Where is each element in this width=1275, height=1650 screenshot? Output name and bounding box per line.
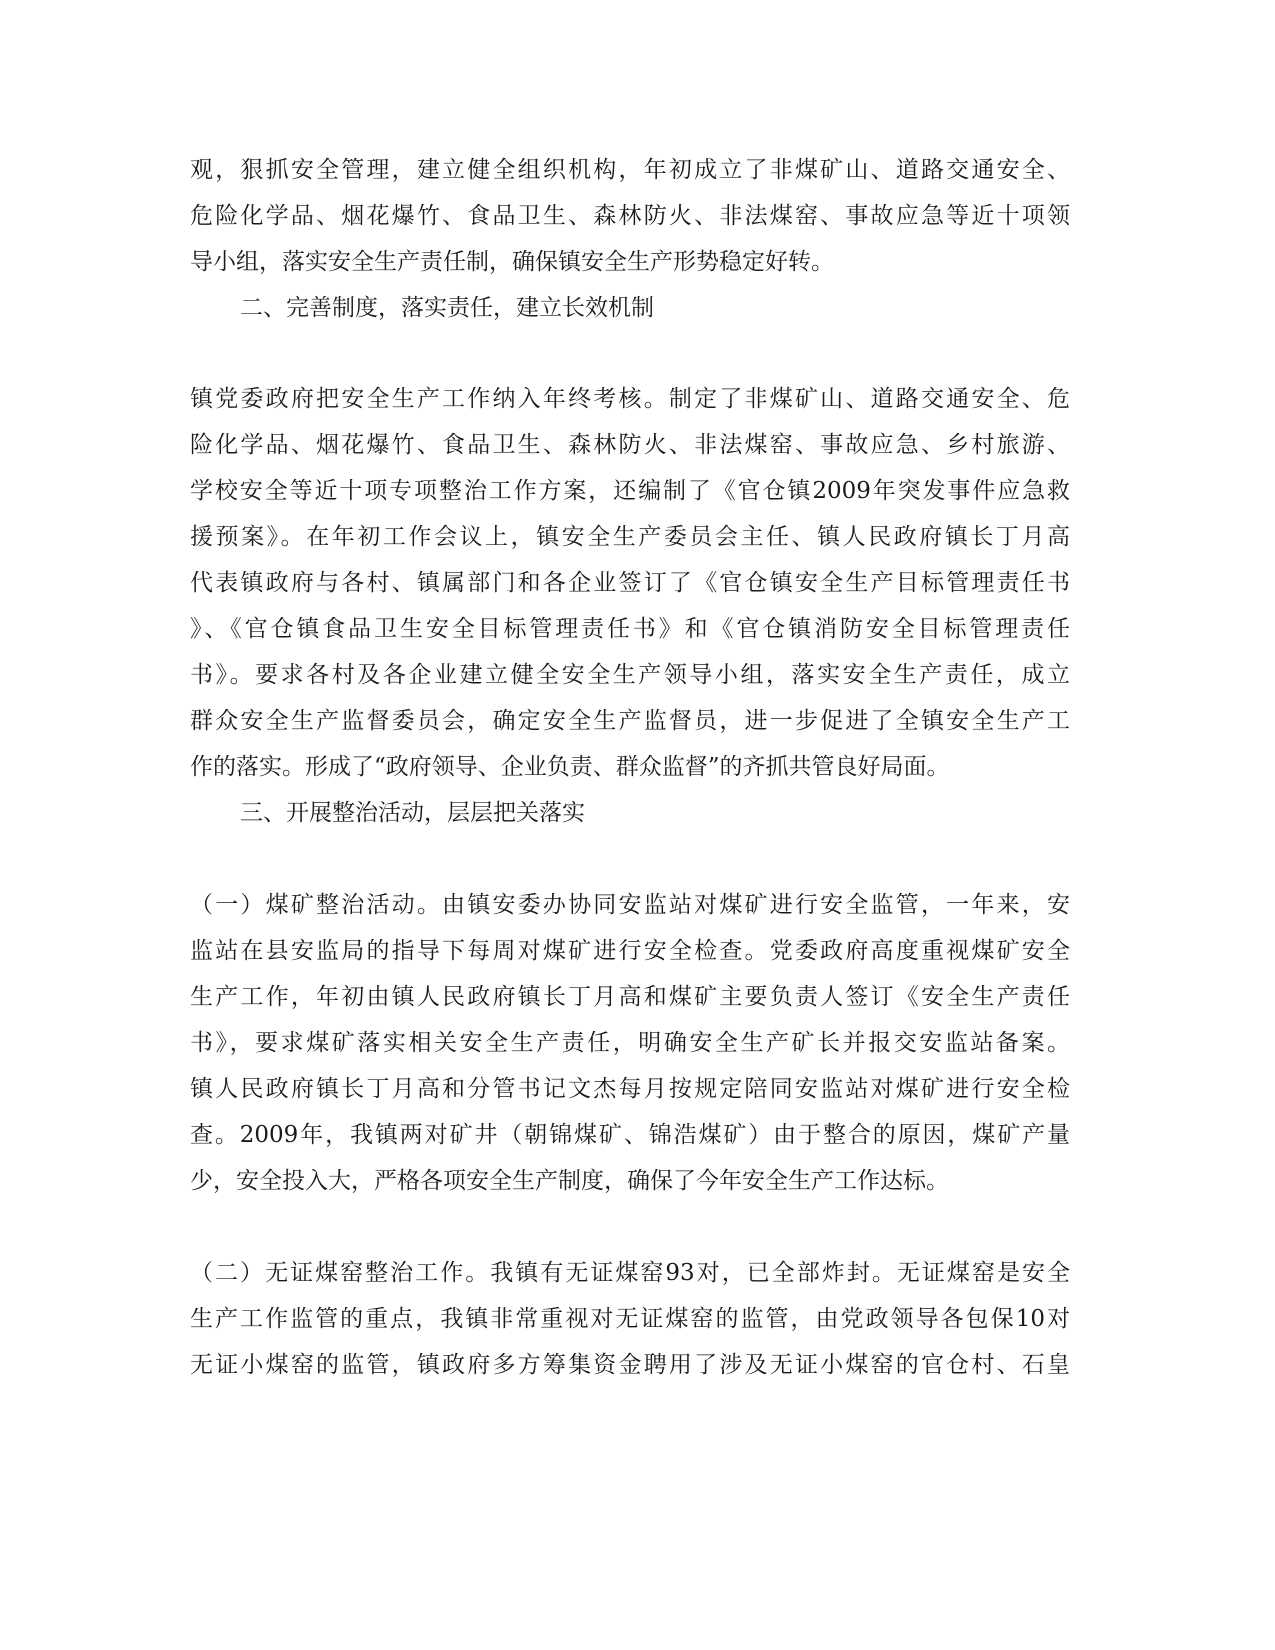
paragraph-line: （二）无证煤窑整治工作。我镇有无证煤窑93对，已全部炸封。无证煤窑是安全 (190, 1260, 1070, 1286)
paragraph-line: 代表镇政府与各村、镇属部门和各企业签订了《官仓镇安全生产目标管理责任书 (190, 570, 1070, 596)
paragraph-line: 书》，要求煤矿落实相关安全生产责任，明确安全生产矿长并报交安监站备案。 (190, 1030, 1070, 1056)
section-heading-2: 二、完善制度，落实责任，建立长效机制 (240, 295, 654, 321)
paragraph-line: 作的落实。形成了“政府领导、企业负责、群众监督”的齐抓共管良好局面。 (190, 754, 950, 780)
paragraph-line: 危险化学品、烟花爆竹、食品卫生、森林防火、非法煤窑、事故应急等近十项领 (190, 203, 1070, 229)
paragraph-line: 生产工作监管的重点，我镇非常重视对无证煤窑的监管，由党政领导各包保10对 (190, 1306, 1070, 1332)
paragraph-line: 书》。要求各村及各企业建立健全安全生产领导小组，落实安全生产责任，成立 (190, 662, 1070, 688)
paragraph-line: 镇党委政府把安全生产工作纳入年终考核。制定了非煤矿山、道路交通安全、危 (190, 386, 1070, 412)
paragraph-line: 》、《官仓镇食品卫生安全目标管理责任书》和《官仓镇消防安全目标管理责任 (190, 616, 1070, 642)
paragraph-line: 镇人民政府镇长丁月高和分管书记文杰每月按规定陪同安监站对煤矿进行安全检 (190, 1076, 1070, 1102)
paragraph-line: 少，安全投入大，严格各项安全生产制度，确保了今年安全生产工作达标。 (190, 1168, 949, 1194)
paragraph-line: 观，狠抓安全管理，建立健全组织机构，年初成立了非煤矿山、道路交通安全、 (190, 157, 1070, 183)
paragraph-line: 险化学品、烟花爆竹、食品卫生、森林防火、非法煤窑、事故应急、乡村旅游、 (190, 432, 1070, 458)
paragraph-line: （一）煤矿整治活动。由镇安委办协同安监站对煤矿进行安全监管，一年来，安 (190, 892, 1070, 918)
paragraph-line: 援预案》。在年初工作会议上，镇安全生产委员会主任、镇人民政府镇长丁月高 (190, 524, 1070, 550)
paragraph-line: 无证小煤窑的监管，镇政府多方筹集资金聘用了涉及无证小煤窑的官仓村、石皇 (190, 1352, 1070, 1378)
paragraph-line: 群众安全生产监督委员会，确定安全生产监督员，进一步促进了全镇安全生产工 (190, 708, 1070, 734)
paragraph-line: 监站在县安监局的指导下每周对煤矿进行安全检查。党委政府高度重视煤矿安全 (190, 938, 1070, 964)
paragraph-line: 查。2009年，我镇两对矿井（朝锦煤矿、锦浩煤矿）由于整合的原因，煤矿产量 (190, 1122, 1070, 1148)
paragraph-line: 学校安全等近十项专项整治工作方案，还编制了《官仓镇2009年突发事件应急救 (190, 478, 1070, 504)
paragraph-line: 生产工作，年初由镇人民政府镇长丁月高和煤矿主要负责人签订《安全生产责任 (190, 984, 1070, 1010)
section-heading-3: 三、开展整治活动，层层把关落实 (240, 800, 585, 826)
paragraph-line: 导小组，落实安全生产责任制，确保镇安全生产形势稳定好转。 (190, 249, 834, 275)
